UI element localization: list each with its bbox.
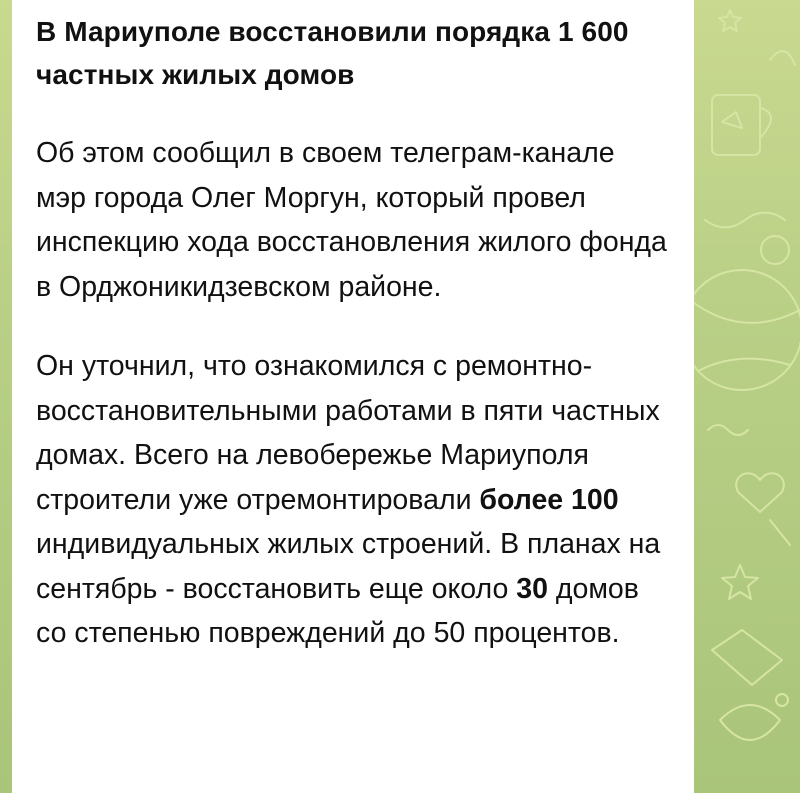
paragraph-2-text-3: домов со степенью повреждений до 50 процентов.	[36, 572, 639, 649]
message-paragraph-2	[36, 344, 670, 656]
cup-doodle-icon	[712, 95, 771, 155]
message-title: В Мариуполе восстановили порядка 1 600 частных жилых домов	[36, 16, 629, 90]
message-bubble	[12, 0, 694, 793]
paragraph-2-text-1: Он уточнил, что ознакомился с ремонтно-восстановительными работами в пяти частных домах. Всего на левобережье Мариуполя строители уже отремонтировали	[36, 350, 660, 516]
paragraph-2-text-2: индивидуальных жилых строений. В планах на сентябрь - восстановить еще около	[36, 528, 661, 605]
planet-doodle-icon	[682, 270, 800, 390]
message-paragraph-1: Об этом сообщил в своем телеграм-канале мэр города Олег Моргун, который провел инспекцию хода восстановления жилого фонда в Орджоникидзевском районе.	[36, 137, 667, 303]
paragraph-2-bold-2: 30	[516, 572, 548, 605]
paragraph-2-bold-1: более 100	[479, 483, 619, 516]
heart-doodle-icon	[736, 473, 784, 512]
star-doodle-icon	[719, 10, 758, 599]
